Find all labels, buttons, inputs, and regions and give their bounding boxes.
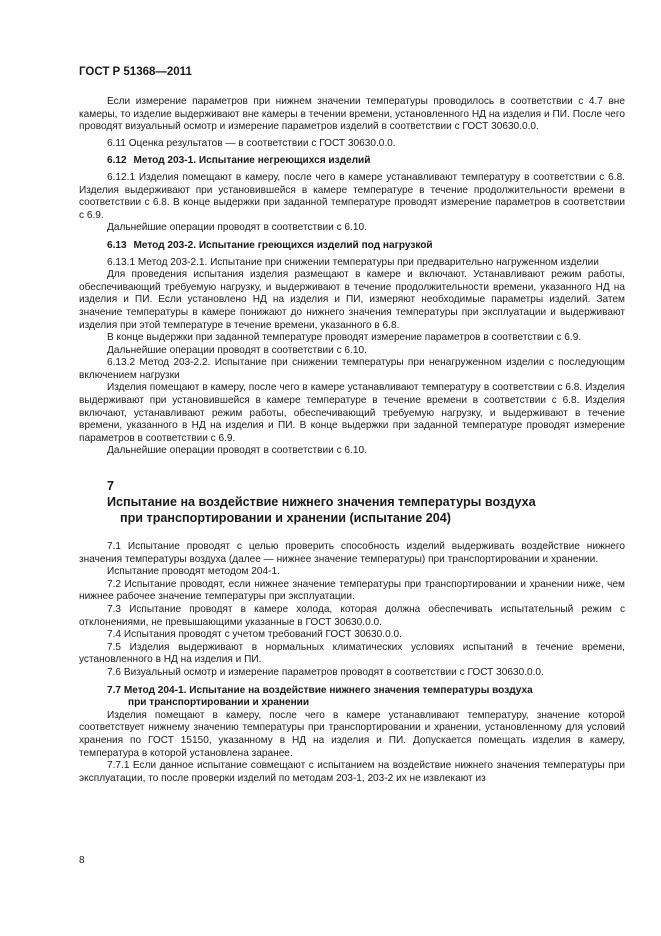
paragraph: Для проведения испытания изделия размещают в камере и включают. Устанавливают режим работы, обеспечивающий требуемую нагрузку, и выдерживают в течение продолжительности времени, указанного НД на изделия и ПИ. Если установлено НД на изделия и ПИ, измеряют необходимые параметры изделий. Затем значение температуры в камере понижают до нижнего значения температуры при эксплуатации и выдерживают изделия при этой температуре в течение времени, указанного в 6.8. xyxy=(79,269,625,331)
clause-7-1: 7.1 Испытание проводят с целью проверить способность изделий выдерживать воздействие нижнего значения температуры воздуха (далее — нижнее значение температуры) при транспортировании и хранении. xyxy=(79,541,625,565)
clause-7-2: 7.2 Испытание проводят, если нижнее значение температуры при транспортировании и хранении ниже, чем нижнее рабочее значение температуры при эксплуатации. xyxy=(79,578,625,603)
section-heading-7 xyxy=(79,478,625,526)
paragraph: Изделия помещают в камеру, после чего в камере устанавливают температуру, значение которой соответствует нижнему значению температуры при транспортировании и хранении, установленному для условий хранения по ГОСТ 15150, указанному в НД на изделия и ПИ. Допускается помещать изделия в камеру, температура в которой установлена заранее. xyxy=(79,709,625,759)
paragraph: Дальнейшие операции проводят в соответствии с 6.10. xyxy=(107,344,367,356)
clause-6-11: 6.11 Оценка результатов — в соответствии с ГОСТ 30630.0.0. xyxy=(107,137,396,149)
subsection-title-line-1: 7.7 Метод 204-1. Испытание на воздействие нижнего значения температуры воздуха xyxy=(107,684,533,696)
clause-7-5: 7.5 Изделия выдерживают в нормальных климатических условиях испытаний в течение времени, установленного в НД на изделия и ПИ. xyxy=(79,641,625,666)
section-title-text: Испытание на воздействие нижнего значения температуры воздуха xyxy=(107,495,536,510)
clause-7-7-1: 7.7.1 Если данное испытание совмещают с испытанием на воздействие нижнего значения температуры при эксплуатации, то после проверки изделий по методам 203-1, 203-2 их не извлекают из xyxy=(79,760,625,784)
page-number: 8 xyxy=(79,855,85,866)
subsection-title: Метод 203-1. Испытание негреющихся изделий xyxy=(133,155,371,167)
paragraph: Изделия помещают в камеру, после чего в камере устанавливают температуру в соответствии с 6.8. Изделия выдерживают при установившейся в камере температуре в течение времени в соответствии с 6.8. Изделия включают, устанавливают режим работы, обеспечивающий требуемую нагрузку, и выдерживают в течение времени, указанного в НД на изделия и ПИ. В конце выдержки при заданной температуре проводят измерение параметров в соответствии с 6.9. xyxy=(79,382,625,444)
section-title-line-2: при транспортировании и хранении (испытание 204) xyxy=(120,511,451,526)
document-header: ГОСТ Р 51368—2011 xyxy=(79,66,192,78)
subsection-number: 6.12 xyxy=(107,155,127,167)
document-body xyxy=(79,96,625,785)
subsection-title-line-2: при транспортировании и хранении xyxy=(128,697,310,709)
subsection-heading-6-12 xyxy=(79,155,625,168)
subsection-heading-7-7 xyxy=(79,685,625,710)
paragraph: Испытание проводят методом 204-1. xyxy=(107,566,280,578)
clause-6-13-1: 6.13.1 Метод 203-2.1. Испытание при снижении температуры при предварительно нагруженном изделии xyxy=(107,256,599,268)
section-number: 7 xyxy=(107,479,115,494)
paragraph: Дальнейшие операции проводят в соответствии с 6.10. xyxy=(107,445,367,457)
clause-7-6: 7.6 Визуальный осмотр и измерение параметров проводят в соответствии с ГОСТ 30630.0.0. xyxy=(107,666,544,678)
clause-7-4: 7.4 Испытания проводят с учетом требований ГОСТ 30630.0.0. xyxy=(107,629,402,641)
subsection-title: Метод 203-2. Испытание греющихся изделий под нагрузкой xyxy=(133,239,433,251)
subsection-number: 6.13 xyxy=(107,239,127,251)
clause-6-12-1: 6.12.1 Изделия помещают в камеру, после чего в камере устанавливают температуру в соответствии с 6.8. Изделия выдерживают при установившейся в камере температуре в течение продолжительности времени в соответствии с 6.8. В конце выдержки при заданной температуре проводят измерение параметров в соответствии с 6.9. xyxy=(79,171,625,221)
paragraph: В конце выдержки при заданной температуре проводят измерение параметров в соответствии с 6.9. xyxy=(107,332,582,344)
subsection-heading-6-13 xyxy=(79,240,625,253)
clause-7-3: 7.3 Испытание проводят в камере холода, которая должна обеспечивать испытательный режим с отклонениями, не превышающими указанные в ГОСТ 30630.0.0. xyxy=(79,604,625,628)
paragraph: Дальнейшие операции проводят в соответствии с 6.10. xyxy=(107,222,367,234)
section-title-line-1 xyxy=(107,478,625,510)
clause-6-13-2: 6.13.2 Метод 203-2.2. Испытание при снижении температуры при ненагруженном изделии с последующим включением нагрузки xyxy=(79,357,625,381)
paragraph: Если измерение параметров при нижнем значении температуры проводилось в соответствии с 4.7 вне камеры, то изделие выдерживают вне камеры в течении времени, установленного НД на изделия и ПИ. После чего проводят визуальный осмотр и измерение параметров изделий в соответствии с ГОСТ 30630.0.0. xyxy=(79,96,625,133)
